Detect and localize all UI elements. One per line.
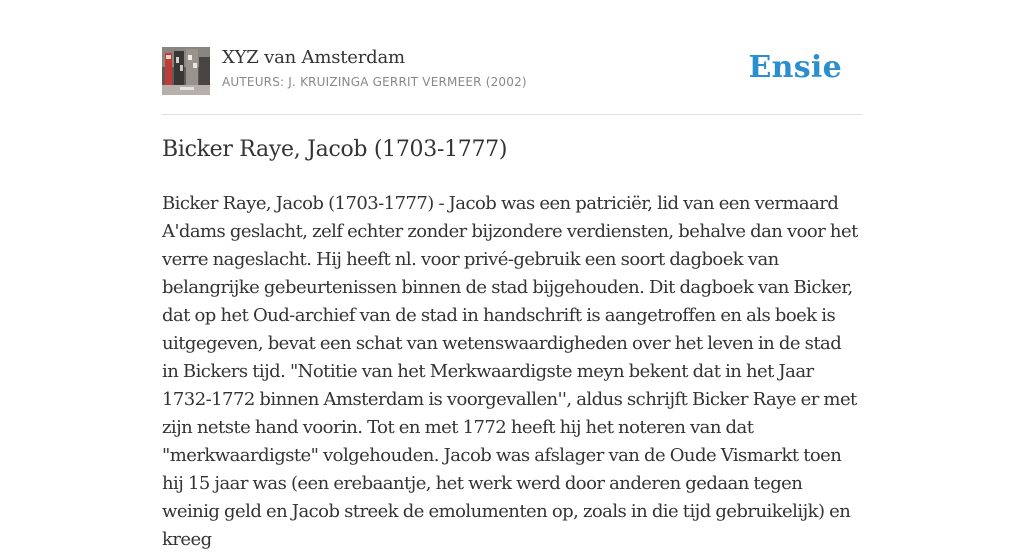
- source-title[interactable]: XYZ van Amsterdam: [222, 47, 405, 68]
- article-body: Bicker Raye, Jacob (1703-1777) - Jacob was een patriciër, lid van een vermaard A'dams geslacht, zelf echter zonder bijzondere verdiensten, behalve dan voor het verre nageslacht. Hij heeft nl. voor privé-gebruik een soort dagboek van belangrijke gebeurtenissen binnen de stad bijgehouden. Dit dagboek van Bicker, dat op het Oud-archief van de stad in handschrift is aangetroffen en als boek is uitgegeven, bevat een schat van wetenswaardigheden over het leven in de stad in Bickers tijd. "Notitie van het Merkwaardigste meyn bekent dat in het Jaar 1732-1772 binnen Amsterdam is voorgevallen'', aldus schrijft Bicker Raye er met zijn netste hand voorin. Tot en met 1772 heeft hij het noteren van dat "merkwaardigste" volgehouden. Jacob was afslager van de Oude Vismarkt toen hij 15 jaar was (een erebaantje, het werk werd door anderen gedaan tegen weinig geld en Jacob streek de emolumenten op, zoals in die tijd gebruikelijk) en kreeg: [162, 193, 858, 550]
- book-cover-icon: [162, 47, 210, 95]
- source-authors: AUTEURS: J. KRUIZINGA GERRIT VERMEER (2002): [222, 75, 527, 89]
- page-container: [162, 0, 862, 550]
- source-header: [162, 0, 862, 115]
- ensie-logo[interactable]: Ensie: [748, 50, 842, 85]
- source-avatar[interactable]: [162, 47, 210, 95]
- article-title: Bicker Raye, Jacob (1703-1777): [162, 137, 508, 162]
